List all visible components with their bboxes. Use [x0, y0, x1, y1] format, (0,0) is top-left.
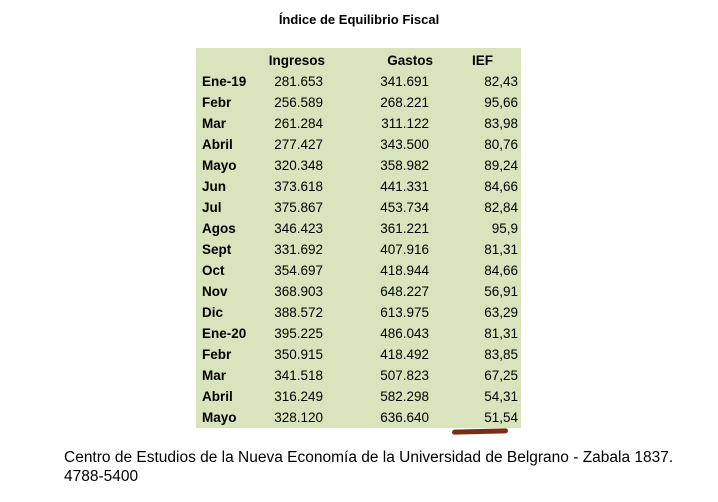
ingresos-value: 277.427 — [274, 137, 323, 152]
table-row — [196, 92, 521, 113]
table-row — [196, 407, 521, 428]
table-row — [196, 113, 521, 134]
table-header-row — [196, 50, 521, 71]
table-row — [196, 323, 521, 344]
ief-value: 81,31 — [484, 326, 518, 341]
ief-value: 83,85 — [484, 347, 518, 362]
gastos-value: 418.492 — [380, 347, 429, 362]
row-label: Mayo — [202, 158, 237, 173]
gastos-value: 418.944 — [380, 263, 429, 278]
column-header-gastos: Gastos — [387, 53, 433, 68]
row-label: Jun — [202, 179, 227, 194]
ief-value: 56,91 — [484, 284, 518, 299]
table-row — [196, 134, 521, 155]
ief-value: 67,25 — [484, 368, 518, 383]
ief-value: 95,66 — [484, 95, 518, 110]
gastos-value: 613.975 — [380, 305, 429, 320]
table-row — [196, 386, 521, 407]
gastos-value: 268.221 — [380, 95, 429, 110]
ief-value: 84,66 — [484, 179, 518, 194]
gastos-value: 636.640 — [380, 410, 429, 425]
ingresos-value: 316.249 — [274, 389, 323, 404]
gastos-value: 361.221 — [380, 221, 429, 236]
ingresos-value: 331.692 — [274, 242, 323, 257]
gastos-value: 343.500 — [380, 137, 429, 152]
row-label: Nov — [202, 284, 228, 299]
row-label: Ene-20 — [202, 326, 247, 341]
document-title: Índice de Equilibrio Fiscal — [278, 12, 440, 27]
row-label: Febr — [202, 347, 232, 362]
row-label: Mar — [202, 116, 227, 131]
ingresos-value: 375.867 — [274, 200, 323, 215]
ingresos-value: 346.423 — [274, 221, 323, 236]
ingresos-value: 368.903 — [274, 284, 323, 299]
row-label: Oct — [202, 263, 225, 278]
ief-value: 54,31 — [484, 389, 518, 404]
row-label: Mar — [202, 368, 227, 383]
ingresos-value: 395.225 — [274, 326, 323, 341]
table-row — [196, 302, 521, 323]
ingresos-value: 261.284 — [274, 116, 323, 131]
ingresos-value: 328.120 — [274, 410, 323, 425]
ief-value: 83,98 — [484, 116, 518, 131]
table-row — [196, 176, 521, 197]
row-label: Febr — [202, 95, 232, 110]
ief-value: 82,84 — [484, 200, 518, 215]
ingresos-value: 354.697 — [274, 263, 323, 278]
gastos-value: 341.691 — [380, 74, 429, 89]
ief-value: 63,29 — [484, 305, 518, 320]
ingresos-value: 320.348 — [274, 158, 323, 173]
table-row — [196, 281, 521, 302]
source-note: Centro de Estudios de la Nueva Economía de la Universidad de Belgrano - Zabala 1837. 4788-5400 — [64, 449, 674, 485]
ief-value: 80,76 — [484, 137, 518, 152]
gastos-value: 507.823 — [380, 368, 429, 383]
table-row — [196, 344, 521, 365]
column-header-ingresos: Ingresos — [268, 53, 325, 68]
gastos-value: 358.982 — [380, 158, 429, 173]
fiscal-table — [196, 48, 521, 428]
underline-mark — [452, 428, 508, 434]
ingresos-value: 281.653 — [274, 74, 323, 89]
table-row — [196, 365, 521, 386]
ief-value: 89,24 — [484, 158, 518, 173]
table-row — [196, 218, 521, 239]
gastos-value: 486.043 — [380, 326, 429, 341]
table-row — [196, 239, 521, 260]
table-row — [196, 71, 521, 92]
row-label: Abril — [202, 389, 233, 404]
row-label: Ene-19 — [202, 74, 247, 89]
ingresos-value: 341.518 — [274, 368, 323, 383]
gastos-value: 441.331 — [380, 179, 429, 194]
ingresos-value: 350.915 — [274, 347, 323, 362]
ingresos-value: 256.589 — [274, 95, 323, 110]
gastos-value: 582.298 — [380, 389, 429, 404]
ief-value: 84,66 — [484, 263, 518, 278]
row-label: Dic — [202, 305, 224, 320]
row-label: Sept — [202, 242, 232, 257]
row-label: Mayo — [202, 410, 237, 425]
row-label: Jul — [202, 200, 222, 215]
gastos-value: 453.734 — [380, 200, 429, 215]
ief-value: 82,43 — [484, 74, 518, 89]
gastos-value: 407.916 — [380, 242, 429, 257]
row-label: Agos — [202, 221, 236, 236]
row-label: Abril — [202, 137, 233, 152]
table-row — [196, 197, 521, 218]
table-row — [196, 155, 521, 176]
ief-value: 95,9 — [491, 221, 518, 236]
gastos-value: 648.227 — [380, 284, 429, 299]
ief-value: 81,31 — [484, 242, 518, 257]
ief-value: 51,54 — [484, 410, 518, 425]
gastos-value: 311.122 — [381, 116, 429, 131]
ingresos-value: 388.572 — [274, 305, 323, 320]
ingresos-value: 373.618 — [274, 179, 323, 194]
column-header-ief: IEF — [471, 53, 493, 68]
table-row — [196, 260, 521, 281]
